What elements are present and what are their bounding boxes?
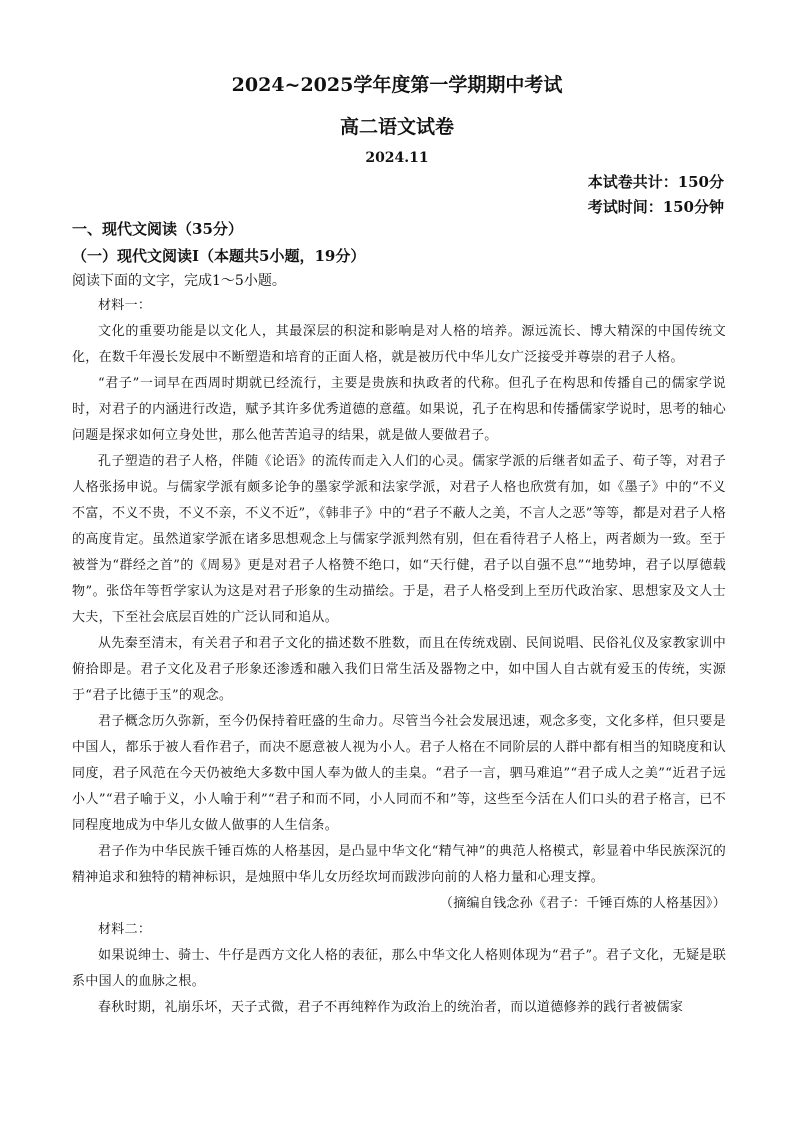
section-heading: 一、现代文阅读（35分） [72, 220, 243, 238]
material-two-label: 材料二： [98, 922, 152, 937]
material-one [72, 293, 726, 917]
total-score: 本试卷共计：150分 [587, 173, 724, 191]
exam-subtitle: 高二语文试卷 [339, 116, 454, 138]
exam-date: 2024.11 [365, 150, 429, 166]
paragraph: 春秋时期，礼崩乐坏，天子式微，君子不再纯粹作为政治上的统治者，而以道德修养的践行者被儒家 [98, 1000, 684, 1015]
paragraph: 如果说绅士、骑士、牛仔是西方文化人格的表征，那么中华文化人格则体现为“君子”。君子文化，无疑是联系中国人的血脉之根。 [72, 948, 726, 989]
reading-instruction: 阅读下面的文字，完成1～5小题。 [72, 273, 286, 289]
paragraph: 文化的重要功能是以文化人，其最深层的积淀和影响是对人格的培养。源远流长、博大精深的中国传统文化，在数千年漫长发展中不断塑造和培育的正面人格，就是被历代中华儿女广泛接受并尊崇的君子人格。 [72, 324, 726, 365]
paragraph: 从先秦至清末，有关君子和君子文化的描述数不胜数，而且在传统戏剧、民间说唱、民俗礼仪及家教家训中俯拾即是。君子文化及君子形象还渗透和融入我们日常生活及器物之中，如中国人自古就有爱玉的传统，实源于“君子比德于玉”的观念。 [72, 636, 726, 703]
material-one-label: 材料一： [98, 298, 152, 313]
paragraph: 孔子塑造的君子人格，伴随《论语》的流传而走入人们的心灵。儒家学派的后继者如孟子、荀子等，对君子人格张扬申说。与儒家学派有颇多论争的墨家学派和法家学派，对君子人格也欣赏有加，如《墨子》中的“不义不富，不义不贵，不义不亲，不义不近”，《韩非子》中的“君子不蔽人之美，不言人之恶”等等，都是对君子人格的高度肯定。虽然道家学派在诸多思想观念上与儒家学派判然有别，但在看待君子人格上，两者颇为一致。至于被誉为“群经之首”的《周易》更是对君子人格赞不绝口，如“天行健，君子以自强不息”“地势坤，君子以厚德载物”。张岱年等哲学家认为这是对君子形象的生动描绘。于是，君子人格受到上至历代政治家、思想家及文人士大夫，下至社会底层百姓的广泛认同和追从。 [72, 454, 726, 625]
exam-time: 考试时间：150分钟 [587, 198, 724, 216]
paragraph: 君子作为中华民族千锤百炼的人格基因，是凸显中华文化“精气神”的典范人格模式，彰显着中华民族深沉的精神追求和独特的精神标识，是烛照中华儿女历经坎坷而跋涉向前的人格力量和心理支撑。 [72, 844, 726, 885]
material-one-citation: （摘编自钱念孙《君子：千锤百炼的人格基因》） [439, 896, 726, 911]
paragraph: 君子概念历久弥新，至今仍保持着旺盛的生命力。尽管当今社会发展迅速，观念多变，文化多样，但只要是中国人，都乐于被人看作君子，而决不愿意被人视为小人。君子人格在不同阶层的人群中都有相当的知晓度和认同度，君子风范在今天仍被绝大多数中国人奉为做人的圭臬。“君子一言，驷马难追”“君子成人之美”“近君子远小人”“君子喻于义，小人喻于利”“君子和而不同，小人同而不和”等，这些至今活在人们口头的君子格言，已不同程度地成为中华儿女做人做事的人生信条。 [72, 714, 726, 833]
paragraph: “君子”一词早在西周时期就已经流行，主要是贵族和执政者的代称。但孔子在构思和传播自己的儒家学说时，对君子的内涵进行改造，赋予其许多优秀道德的意蕴。如果说，孔子在构思和传播儒家学说时，思考的轴心问题是探求如何立身处世，那么他苦苦追寻的结果，就是做人要做君子。 [72, 376, 726, 443]
material-two [72, 917, 726, 1021]
section-subheading: （一）现代文阅读Ⅰ（本题共5小题，19分） [72, 247, 366, 265]
exam-title: 2024~2025学年度第一学期期中考试 [231, 74, 563, 96]
